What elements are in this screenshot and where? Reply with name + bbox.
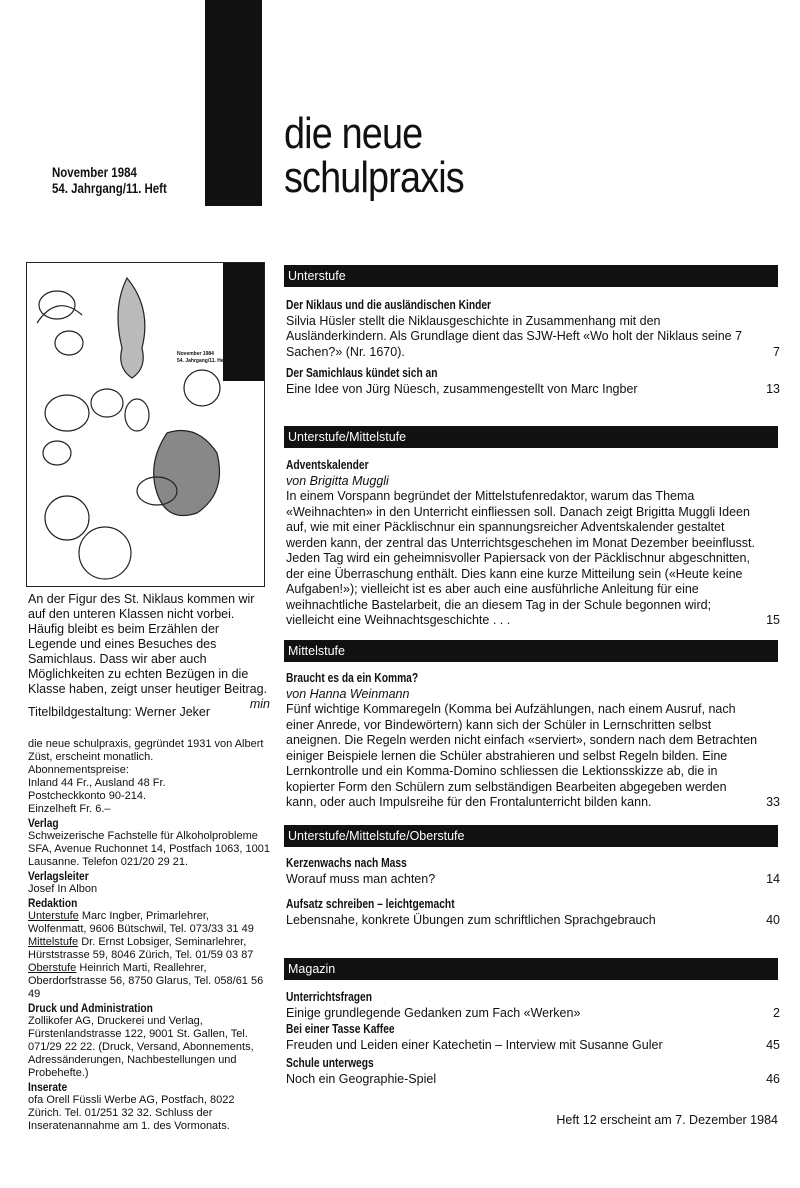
toc-entry bbox=[286, 671, 780, 811]
toc-entry bbox=[286, 1022, 780, 1053]
toc-entry-text: Fünf wichtige Kommaregeln (Komma bei Aufzählungen, nach einem Ausruf, nach einer Anrede, vor Bindewörtern) kann sich der Schüler in Lernschritten selbst aneignen. Die Regeln werden nicht einfach «serviert», sondern nach dem Betrachten einiger Beispiele lernen die Schüler abstrahieren und selbst Regeln bilden. Eine Lernkontrolle und ein Komma-Domino schliessen die Lektionsskizze ab, die in kopierter Form den Schülern zum selbständigen Bearbeiten abgegeben werden kann, oder auch Impulsreihe für den Frontalunterricht bilden kann. bbox=[286, 702, 758, 809]
next-issue-note: Heft 12 erscheint am 7. Dezember 1984 bbox=[556, 1113, 778, 1127]
imprint-verlag-text: Schweizerische Fachstelle für Alkoholprobleme SFA, Avenue Ruchonnet 14, Postfach 1063, 1001 Lausanne. Telefon 021/20 29 21. bbox=[28, 830, 270, 868]
toc-entry-body bbox=[286, 1006, 780, 1022]
titlebild-credit: Titelbildgestaltung: Werner Jeker bbox=[28, 705, 211, 719]
toc-entry-text: Freuden und Leiden einer Katechetin – Interview mit Susanne Guler bbox=[286, 1037, 663, 1052]
toc-entry-title: Unterrichtsfragen bbox=[286, 990, 373, 1004]
cover-caption-text: An der Figur des St. Niklaus kommen wir auf den unteren Klassen nicht vorbei. Häufig bleibt es beim Erzählen der Legende und eines Besuches des Samichlaus. Dass wir aber auch Möglichkeiten zu echten Bezügen in die Klasse haben, zeigt unser heutiger Beitrag. bbox=[28, 592, 268, 696]
toc-entry bbox=[286, 897, 780, 928]
toc-entry-body bbox=[286, 382, 780, 398]
toc-entry-text: Lebensnahe, konkrete Übungen zum schriftlichen Sprachgebrauch bbox=[286, 912, 656, 927]
toc-entry-text: Silvia Hüsler stellt die Niklausgeschichte in Zusammenhang mit den Ausländerkindern. Als Grundlage dient das SJW-Heft «Wo holt der Niklaus seine 7 Sachen?» (Nr. 1670). bbox=[286, 313, 743, 359]
section-bar-mittelstufe: Mittelstufe bbox=[284, 640, 778, 662]
imprint-red2-text: Dr. Ernst Lobsiger, Seminarlehrer, Hürststrasse 59, 8046 Zürich, Tel. 01/59 03 87 bbox=[28, 936, 254, 961]
toc-entry-title: Aufsatz schreiben – leichtgemacht bbox=[286, 897, 455, 911]
imprint-abo-prices: Inland 44 Fr., Ausland 48 Fr. bbox=[28, 777, 166, 789]
section-bar-magazin: Magazin bbox=[284, 958, 778, 980]
imprint-inserate-heading: Inserate bbox=[28, 1080, 68, 1094]
imprint-verlagsleiter-text: Josef In Albon bbox=[28, 883, 98, 895]
toc-entry-text: Einige grundlegende Gedanken zum Fach «Werken» bbox=[286, 1005, 581, 1020]
imprint-red3-label: Oberstufe bbox=[28, 962, 77, 974]
imprint-redaktion-oberstufe bbox=[28, 962, 270, 1001]
cover-caption-author: min bbox=[249, 697, 270, 711]
masthead-title-line2: schulpraxis bbox=[284, 153, 464, 202]
masthead-black-bar bbox=[205, 0, 262, 206]
imprint-druck-heading: Druck und Administration bbox=[28, 1001, 153, 1015]
imprint-red2-label: Mittelstufe bbox=[28, 936, 79, 948]
imprint-redaktion-heading: Redaktion bbox=[28, 896, 78, 910]
toc-entry-text: Noch ein Geographie-Spiel bbox=[286, 1071, 437, 1086]
imprint-intro: die neue schulpraxis, gegründet 1931 von Albert Züst, erscheint monatlich. bbox=[28, 738, 264, 763]
imprint-druck-text: Zollikofer AG, Druckerei und Verlag, Fürstenlandstrasse 122, 9001 St. Gallen, Tel. 071/29 22 22. (Druck, Versand, Abonnements, Adressänderungen, Nachbestellungen und Probehefte.) bbox=[28, 1015, 254, 1079]
cover-image bbox=[26, 262, 265, 587]
cover-illustration bbox=[27, 263, 265, 587]
toc-entry-body bbox=[286, 913, 780, 929]
imprint-einzelheft: Einzelheft Fr. 6.– bbox=[28, 803, 111, 815]
cover-caption bbox=[28, 592, 270, 712]
toc-entry bbox=[286, 990, 780, 1021]
toc-entry-author: von Hanna Weinmann bbox=[286, 686, 410, 701]
toc-entry-text: Eine Idee von Jürg Nüesch, zusammengestellt von Marc Ingber bbox=[286, 381, 638, 396]
toc-entry-body bbox=[286, 489, 780, 629]
issue-volume: 54. Jahrgang/11. Heft bbox=[52, 181, 167, 196]
cover-small-date: November 1984 bbox=[177, 351, 214, 357]
imprint-redaktion-mittelstufe bbox=[28, 936, 270, 962]
toc-entry-page: 40 bbox=[766, 912, 780, 927]
toc-entry-body bbox=[286, 1038, 780, 1054]
toc-entry-text: In einem Vorspann begründet der Mittelstufenredaktor, warum das Thema «Weihnachten» in den Unterricht einfliessen soll. Danach zeigt Brigitta Muggli Ideen auf, wie mit einer Päcklischnur ein spannungsreicher Adventskalender gestaltet werden kann, der zentral das Unterrichtsgeschehen im Monat Dezember beeinflusst. Jeden Tag wird ein geheimnisvoller Papiersack von der Päcklischnur abgeschnitten, der eine Überraschung enthält. Dies kann eine kurze Mitteilung sein («Heute keine Aufgaben!»); vielleicht ist es aber auch eine ausführliche Anleitung für eine weihnachtliche Bastelarbeit, die an diesem Tag in der Schule begonnen wird; vielleicht eine Weihnachtsgeschichte . . . bbox=[286, 489, 755, 627]
section-bar-unterstufe: Unterstufe bbox=[284, 265, 778, 287]
toc-entry-text: Worauf muss man achten? bbox=[286, 871, 436, 886]
masthead-title-line1: die neue bbox=[284, 109, 423, 158]
toc-entry bbox=[286, 458, 780, 629]
toc-entry-title: Braucht es da ein Komma? bbox=[286, 671, 419, 685]
toc-entry-author: von Brigitta Muggli bbox=[286, 473, 389, 488]
toc-entry-title: Adventskalender bbox=[286, 458, 369, 472]
toc-entry-page: 46 bbox=[766, 1071, 780, 1086]
toc-entry-title: Kerzenwachs nach Mass bbox=[286, 856, 407, 870]
issue-date: November 1984 bbox=[52, 165, 137, 180]
toc-entry bbox=[286, 856, 780, 887]
imprint-verlagsleiter-heading: Verlagsleiter bbox=[28, 869, 89, 883]
toc-entry-title: Bei einer Tasse Kaffee bbox=[286, 1022, 395, 1036]
toc-entry-page: 45 bbox=[766, 1037, 780, 1052]
imprint bbox=[28, 738, 270, 1133]
imprint-red3-text: Heinrich Marti, Reallehrer, Oberdorfstrasse 56, 8750 Glarus, Tel. 058/61 56 49 bbox=[28, 962, 264, 1000]
section-bar-unterstufe-mittelstufe-oberstufe: Unterstufe/Mittelstufe/Oberstufe bbox=[284, 825, 778, 847]
cover-title-line2: schulpraxis bbox=[239, 263, 264, 373]
imprint-verlag-heading: Verlag bbox=[28, 816, 59, 830]
cover-title-line1: die neue bbox=[219, 288, 244, 373]
toc-entry-title: Schule unterwegs bbox=[286, 1056, 374, 1070]
section-bar-unterstufe-mittelstufe: Unterstufe/Mittelstufe bbox=[284, 426, 778, 448]
imprint-postcheck: Postcheckkonto 90-214. bbox=[28, 790, 147, 802]
masthead-title bbox=[284, 109, 464, 202]
toc-entry-title: Der Samichlaus kündet sich an bbox=[286, 366, 438, 380]
toc-entry-page: 15 bbox=[766, 613, 780, 627]
imprint-red1-text: Marc Ingber, Primarlehrer, Wolfenmatt, 9606 Bütschwil, Tel. 073/33 31 49 bbox=[28, 910, 254, 935]
toc-entry-page: 13 bbox=[766, 381, 780, 396]
toc-entry-page: 2 bbox=[773, 1005, 780, 1020]
toc-entry-body bbox=[286, 314, 780, 361]
toc-entry-page: 7 bbox=[773, 344, 780, 359]
toc-entry-body bbox=[286, 702, 780, 811]
issue-date-block bbox=[52, 165, 167, 197]
cover-small-volume: 54. Jahrgang/11. Heft bbox=[177, 358, 228, 364]
imprint-inserate-text: ofa Orell Füssli Werbe AG, Postfach, 8022 Zürich. Tel. 01/251 32 32. Schluss der Inseratenannahme am 1. des Vormonats. bbox=[28, 1094, 235, 1132]
toc-entry-title: Der Niklaus und die ausländischen Kinder bbox=[286, 298, 492, 312]
toc-entry-page: 14 bbox=[766, 871, 780, 886]
toc-entry bbox=[286, 298, 780, 360]
imprint-redaktion-unterstufe bbox=[28, 910, 270, 936]
toc-entry-page: 33 bbox=[766, 795, 780, 809]
imprint-red1-label: Unterstufe bbox=[28, 910, 79, 922]
imprint-abo-label: Abonnementspreise: bbox=[28, 764, 129, 776]
toc-entry bbox=[286, 1056, 780, 1087]
toc-entry bbox=[286, 366, 780, 397]
toc-entry-body bbox=[286, 1072, 780, 1088]
toc-entry-body bbox=[286, 872, 780, 888]
